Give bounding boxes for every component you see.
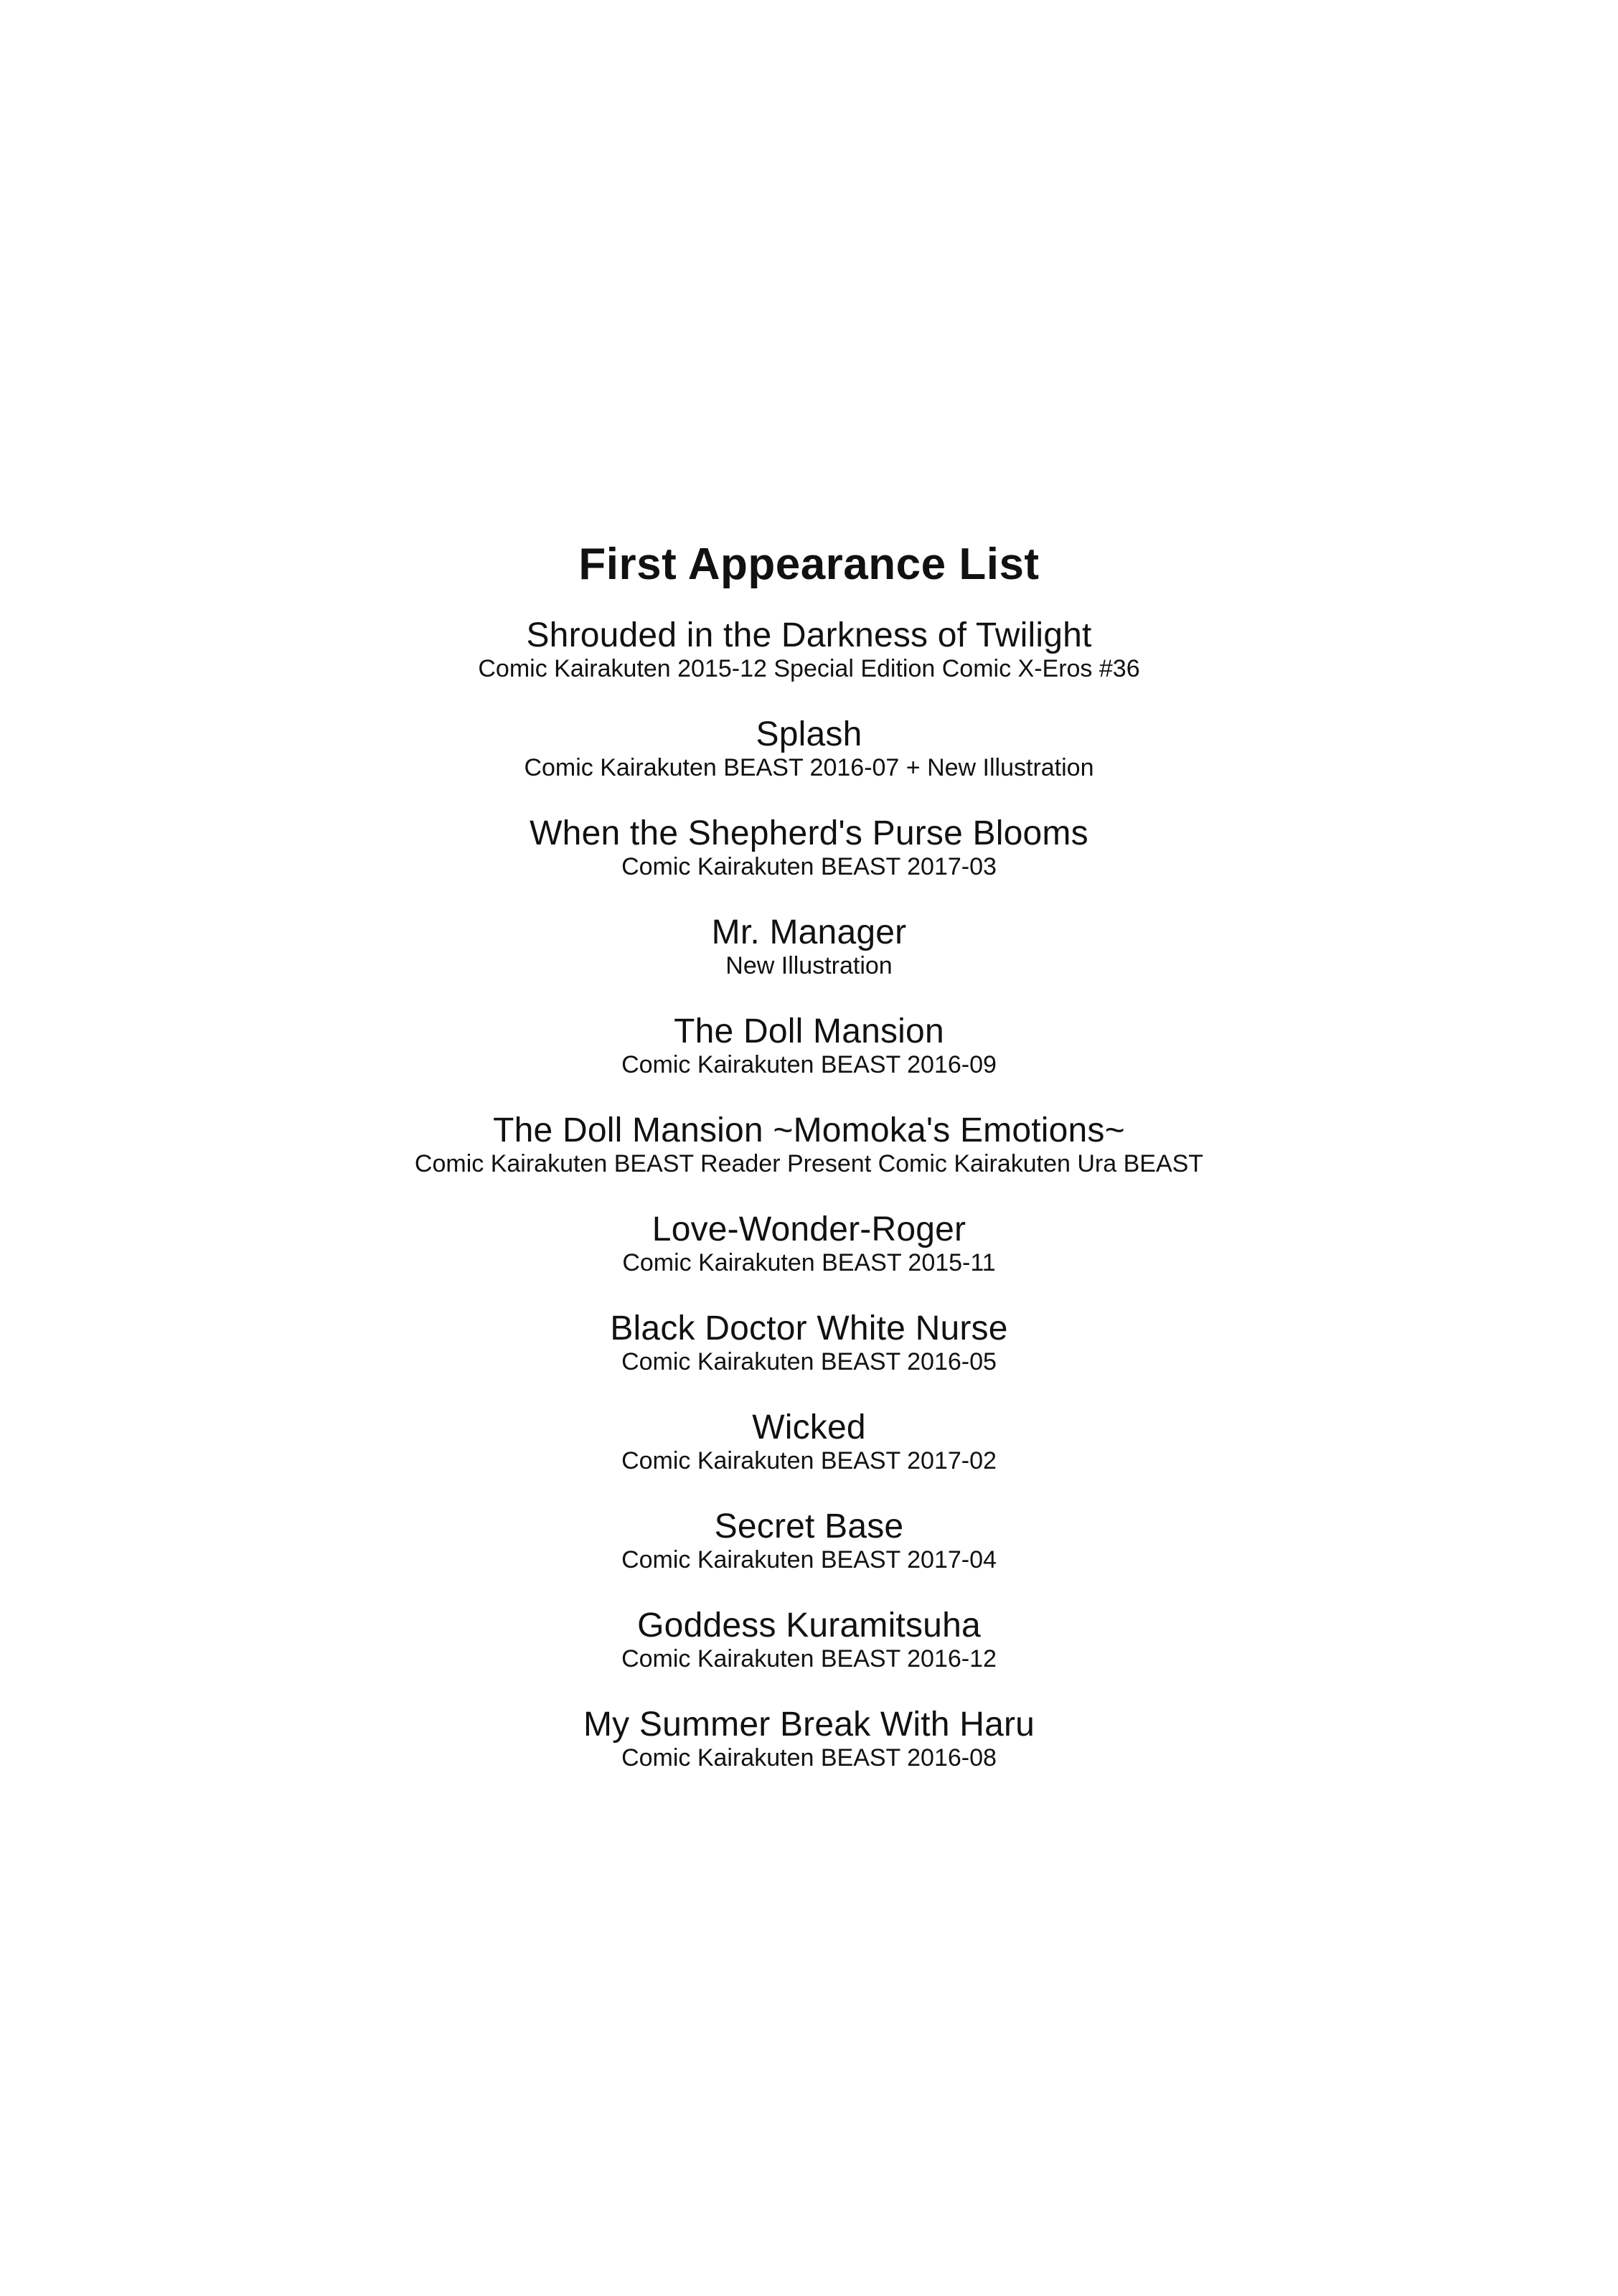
story-title: Wicked	[752, 1408, 866, 1446]
story-source: Comic Kairakuten BEAST 2016-07 + New Illustration	[524, 754, 1094, 781]
story-title: Love-Wonder-Roger	[652, 1210, 966, 1248]
list-item	[0, 1309, 1618, 1408]
story-title: The Doll Mansion	[674, 1012, 944, 1050]
list-item	[0, 1012, 1618, 1111]
list-item	[0, 1408, 1618, 1507]
page-title: First Appearance List	[578, 539, 1040, 589]
story-title: Mr. Manager	[711, 913, 907, 951]
list-item	[0, 715, 1618, 814]
list-item	[0, 1210, 1618, 1309]
list-item	[0, 814, 1618, 913]
story-source: Comic Kairakuten BEAST 2016-12	[621, 1645, 997, 1672]
story-title: When the Shepherd's Purse Blooms	[530, 814, 1088, 852]
story-source: Comic Kairakuten BEAST 2016-05	[621, 1348, 997, 1375]
story-source: Comic Kairakuten BEAST 2017-04	[621, 1546, 997, 1573]
story-title: The Doll Mansion ~Momoka's Emotions~	[493, 1111, 1125, 1149]
story-source: Comic Kairakuten BEAST 2016-09	[621, 1051, 997, 1078]
story-source: Comic Kairakuten BEAST 2015-11	[622, 1249, 996, 1276]
list-item	[0, 616, 1618, 715]
story-title: Goddess Kuramitsuha	[637, 1606, 981, 1645]
story-title: Secret Base	[714, 1507, 904, 1545]
story-source: Comic Kairakuten BEAST 2017-02	[621, 1447, 997, 1474]
list-item	[0, 1606, 1618, 1705]
list-item	[0, 1507, 1618, 1606]
story-source: Comic Kairakuten 2015-12 Special Edition Comic X-Eros #36	[478, 655, 1140, 682]
story-title: Splash	[756, 715, 862, 753]
story-source: Comic Kairakuten BEAST 2016-08	[621, 1744, 997, 1772]
story-title: Black Doctor White Nurse	[610, 1309, 1008, 1347]
appearance-list	[0, 616, 1618, 1804]
story-title: Shrouded in the Darkness of Twilight	[526, 616, 1092, 654]
list-item	[0, 1705, 1618, 1804]
story-source: Comic Kairakuten BEAST 2017-03	[621, 853, 997, 880]
story-source: New Illustration	[725, 952, 893, 979]
story-source: Comic Kairakuten BEAST Reader Present Comic Kairakuten Ura BEAST	[414, 1150, 1204, 1177]
story-title: My Summer Break With Haru	[583, 1705, 1035, 1744]
list-item	[0, 1111, 1618, 1210]
list-item	[0, 913, 1618, 1012]
